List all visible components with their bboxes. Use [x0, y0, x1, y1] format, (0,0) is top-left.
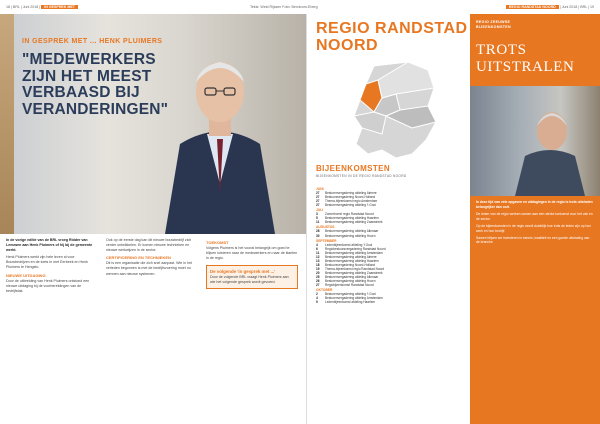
article-paragraph: Door de uitbreiding van Henk Pluimers ontstond een nieuwe uitdaging bij de voorbereidingen van de bedrijfstak.	[6, 278, 90, 293]
event-date: 11	[316, 250, 320, 255]
event-row	[316, 300, 466, 304]
article-body	[6, 238, 302, 418]
event-title: Besturenvergadering afdeling Zaanstreek	[325, 270, 383, 275]
sidebar-article	[470, 14, 600, 424]
event-title: Bestuursvergadering Noord-Holland	[325, 195, 376, 200]
section-tag: IN GESPREK MET	[41, 5, 78, 9]
event-date: 27	[316, 191, 320, 196]
event-row	[316, 234, 466, 238]
event-date: 20	[316, 270, 320, 275]
article-paragraph: Volgens Pluimers is het vooral belangrijk om goed te blijven luisteren naar de medewerkers en naar de klanten in de regio.	[206, 246, 298, 261]
events-month: JUNI	[316, 187, 324, 191]
event-title: Besturenvergadering afdeling Amsterdam	[325, 296, 383, 301]
article-paragraph: Henk Pluimers werkt zijn hele leven al voor Bouwbedrijven en de toets in met Eerbeek en Henk Pluimers te Hengelo.	[6, 255, 88, 270]
events-month: OKTOBER	[316, 288, 333, 293]
wood-rail	[0, 14, 14, 234]
event-title: Ledenbijeenkomst afdeling Haarlem	[325, 300, 376, 305]
events-list	[316, 186, 466, 304]
events-month: AUGUSTUS	[316, 225, 335, 230]
event-title: Thema-bijeenkomst regio Randstad Noord	[325, 266, 385, 271]
event-title: Besturenvergadering afdeling 't Gooi	[325, 203, 376, 208]
event-date: 27	[316, 195, 320, 200]
event-title: Regiobijeenkomst Randstad Noord	[325, 283, 374, 288]
header-left: 18 | BRL | Juni 2018 | IN GESPREK MET	[6, 0, 78, 14]
event-title: Besturenvergadering afdeling Almere	[325, 191, 377, 196]
event-date: 19	[316, 266, 320, 271]
events-month: JULI	[316, 208, 324, 213]
article-column-1	[6, 238, 98, 296]
event-date: 26	[316, 279, 320, 284]
page-header	[0, 0, 600, 14]
article-column-2	[106, 238, 198, 279]
event-date: 4	[316, 242, 318, 247]
header-credits: Tekst: Weld Rijssen Foto: Berckrom-Eberg	[250, 5, 318, 9]
event-title: Besturenvergadering afdeling Alkmaar	[325, 229, 379, 234]
event-date: 30	[316, 233, 320, 238]
event-date: 9	[316, 300, 318, 305]
netherlands-map	[316, 58, 466, 163]
event-title: Besturenvergadering afdeling Haarlem	[325, 216, 379, 221]
event-title: Besturenvergadering afdeling Hoorn	[325, 233, 376, 238]
event-title: Besturenvergadering afdeling Alkmaar	[325, 274, 379, 279]
event-title: Bestuursvergadering Noord-Holland	[325, 262, 376, 267]
next-interview-box	[206, 265, 298, 289]
sidebar-title: TROTS UITSTRALEN	[476, 42, 575, 75]
event-title: Ledenbijeenkomst afdeling 't Gooi	[325, 242, 373, 247]
event-date: 2	[316, 292, 318, 297]
sidebar-paragraph: In deze tijd van vele opgaven en uitdagingen in de regio is trots uitstralen belangrijker dan ooit.	[476, 200, 593, 209]
event-date: 5	[316, 216, 318, 221]
event-date: 28	[316, 229, 320, 234]
events-subheading: BIJEENKOMSTEN IN DE REGIO RANDSTAD NOORD	[316, 174, 407, 178]
events-heading: BIJEENKOMSTEN	[316, 164, 391, 173]
box-text: Door de volgende BRL vraagt Henk Pluimers aan wie het volgende gesprek wordt gevoerd.	[210, 274, 289, 284]
event-date: 18	[316, 262, 320, 267]
event-row	[316, 220, 466, 224]
region-section	[310, 14, 470, 424]
article-kicker: IN GESPREK MET ... HENK PLUIMERS	[22, 38, 163, 45]
event-title: Besturenvergadering afdeling Amsterdam	[325, 250, 383, 255]
event-date: 25	[316, 274, 320, 279]
event-title: Regiobestuursvergadering Randstad Noord	[325, 246, 386, 251]
event-row	[316, 203, 466, 207]
article-lead: In de vorige editie van de BRL vroeg Ridder van Leeuwen aan Henk Pluimers of hij bij de gemeente werkt.	[6, 238, 93, 253]
sidebar-kicker: REGIO ZEEUWSE BIJEENKOMSTEN	[476, 20, 511, 29]
event-row	[316, 283, 466, 287]
region-title: REGIO RANDSTAD NOORD	[316, 20, 468, 54]
event-date: 27	[316, 283, 320, 288]
event-title: Thema-bijeenkomst regio Amsterdam	[325, 199, 378, 204]
event-title: Besturenvergadering afdeling Haarlem	[325, 258, 379, 263]
event-title: Zomerborrel regio Randstad Noord	[325, 212, 374, 217]
event-date: 27	[316, 203, 320, 208]
event-title: Besturenvergadering afdeling Zaanstreek	[325, 220, 383, 225]
sidebar-paragraph: De leden van de regio werken samen aan een sterke toekomst voor het vak en de sector.	[476, 211, 593, 221]
article-subheading: NIEUWE UITDAGING	[6, 272, 46, 278]
event-date: 6	[316, 246, 318, 251]
page-divider	[306, 14, 307, 424]
article-paragraph: Ook op de eerste dag kan dit nieuwe bouwbedrijf zich verder ontwikkelen. Er komen nieuwe technieken en nieuwe werkwijzen in de sector.	[106, 238, 192, 253]
article-subheading: TOEKOMST	[206, 240, 229, 245]
article-subheading: CERTIFICERING EN TECHNIEKEN	[106, 255, 171, 261]
sidebar-body	[476, 200, 594, 248]
sidebar-paragraph: Samen blijven we investeren in kennis, kwaliteit en een goede uitstraling van de branche.	[476, 235, 590, 245]
event-title: Besturenvergadering afdeling Almere	[325, 254, 377, 259]
event-date: 3	[316, 212, 318, 217]
article-paragraph: Dit is een organisatie die zich snel aanpast. Wie in het verleden begonnen is met de bedrijfsvoering moet nu wennen aan nieuwe systemen.	[106, 261, 193, 276]
event-date: 11	[316, 220, 320, 225]
box-title: De volgende 'in gesprek met ...'	[210, 269, 276, 275]
event-title: Besturenvergadering afdeling 't Gooi	[325, 292, 376, 297]
event-date: 27	[316, 199, 320, 204]
region-tag: REGIO RANDSTAD NOORD	[506, 5, 559, 9]
sidebar-portrait	[470, 86, 600, 196]
sidebar-photo	[470, 86, 600, 196]
header-right: REGIO RANDSTAD NOORD | Juni 2018 | BRL | 19	[506, 0, 594, 14]
hero-photo	[0, 14, 306, 234]
event-title: Besturenvergadering afdeling Hoorn	[325, 279, 376, 284]
events-month: SEPTEMBER	[316, 238, 337, 243]
event-date: 13	[316, 258, 320, 263]
event-date: 12	[316, 254, 320, 259]
article-column-3	[206, 238, 298, 289]
article-headline: "MEDEWERKERS ZIJN HET MEEST VERBAASD BIJ VERANDERINGEN"	[22, 51, 169, 118]
event-date: 4	[316, 296, 318, 301]
sidebar-paragraph: Op de bijeenkomsten in de regio wordt duidelijk hoe trots de leden zijn op hun werk en hun bedrijf.	[476, 223, 592, 233]
